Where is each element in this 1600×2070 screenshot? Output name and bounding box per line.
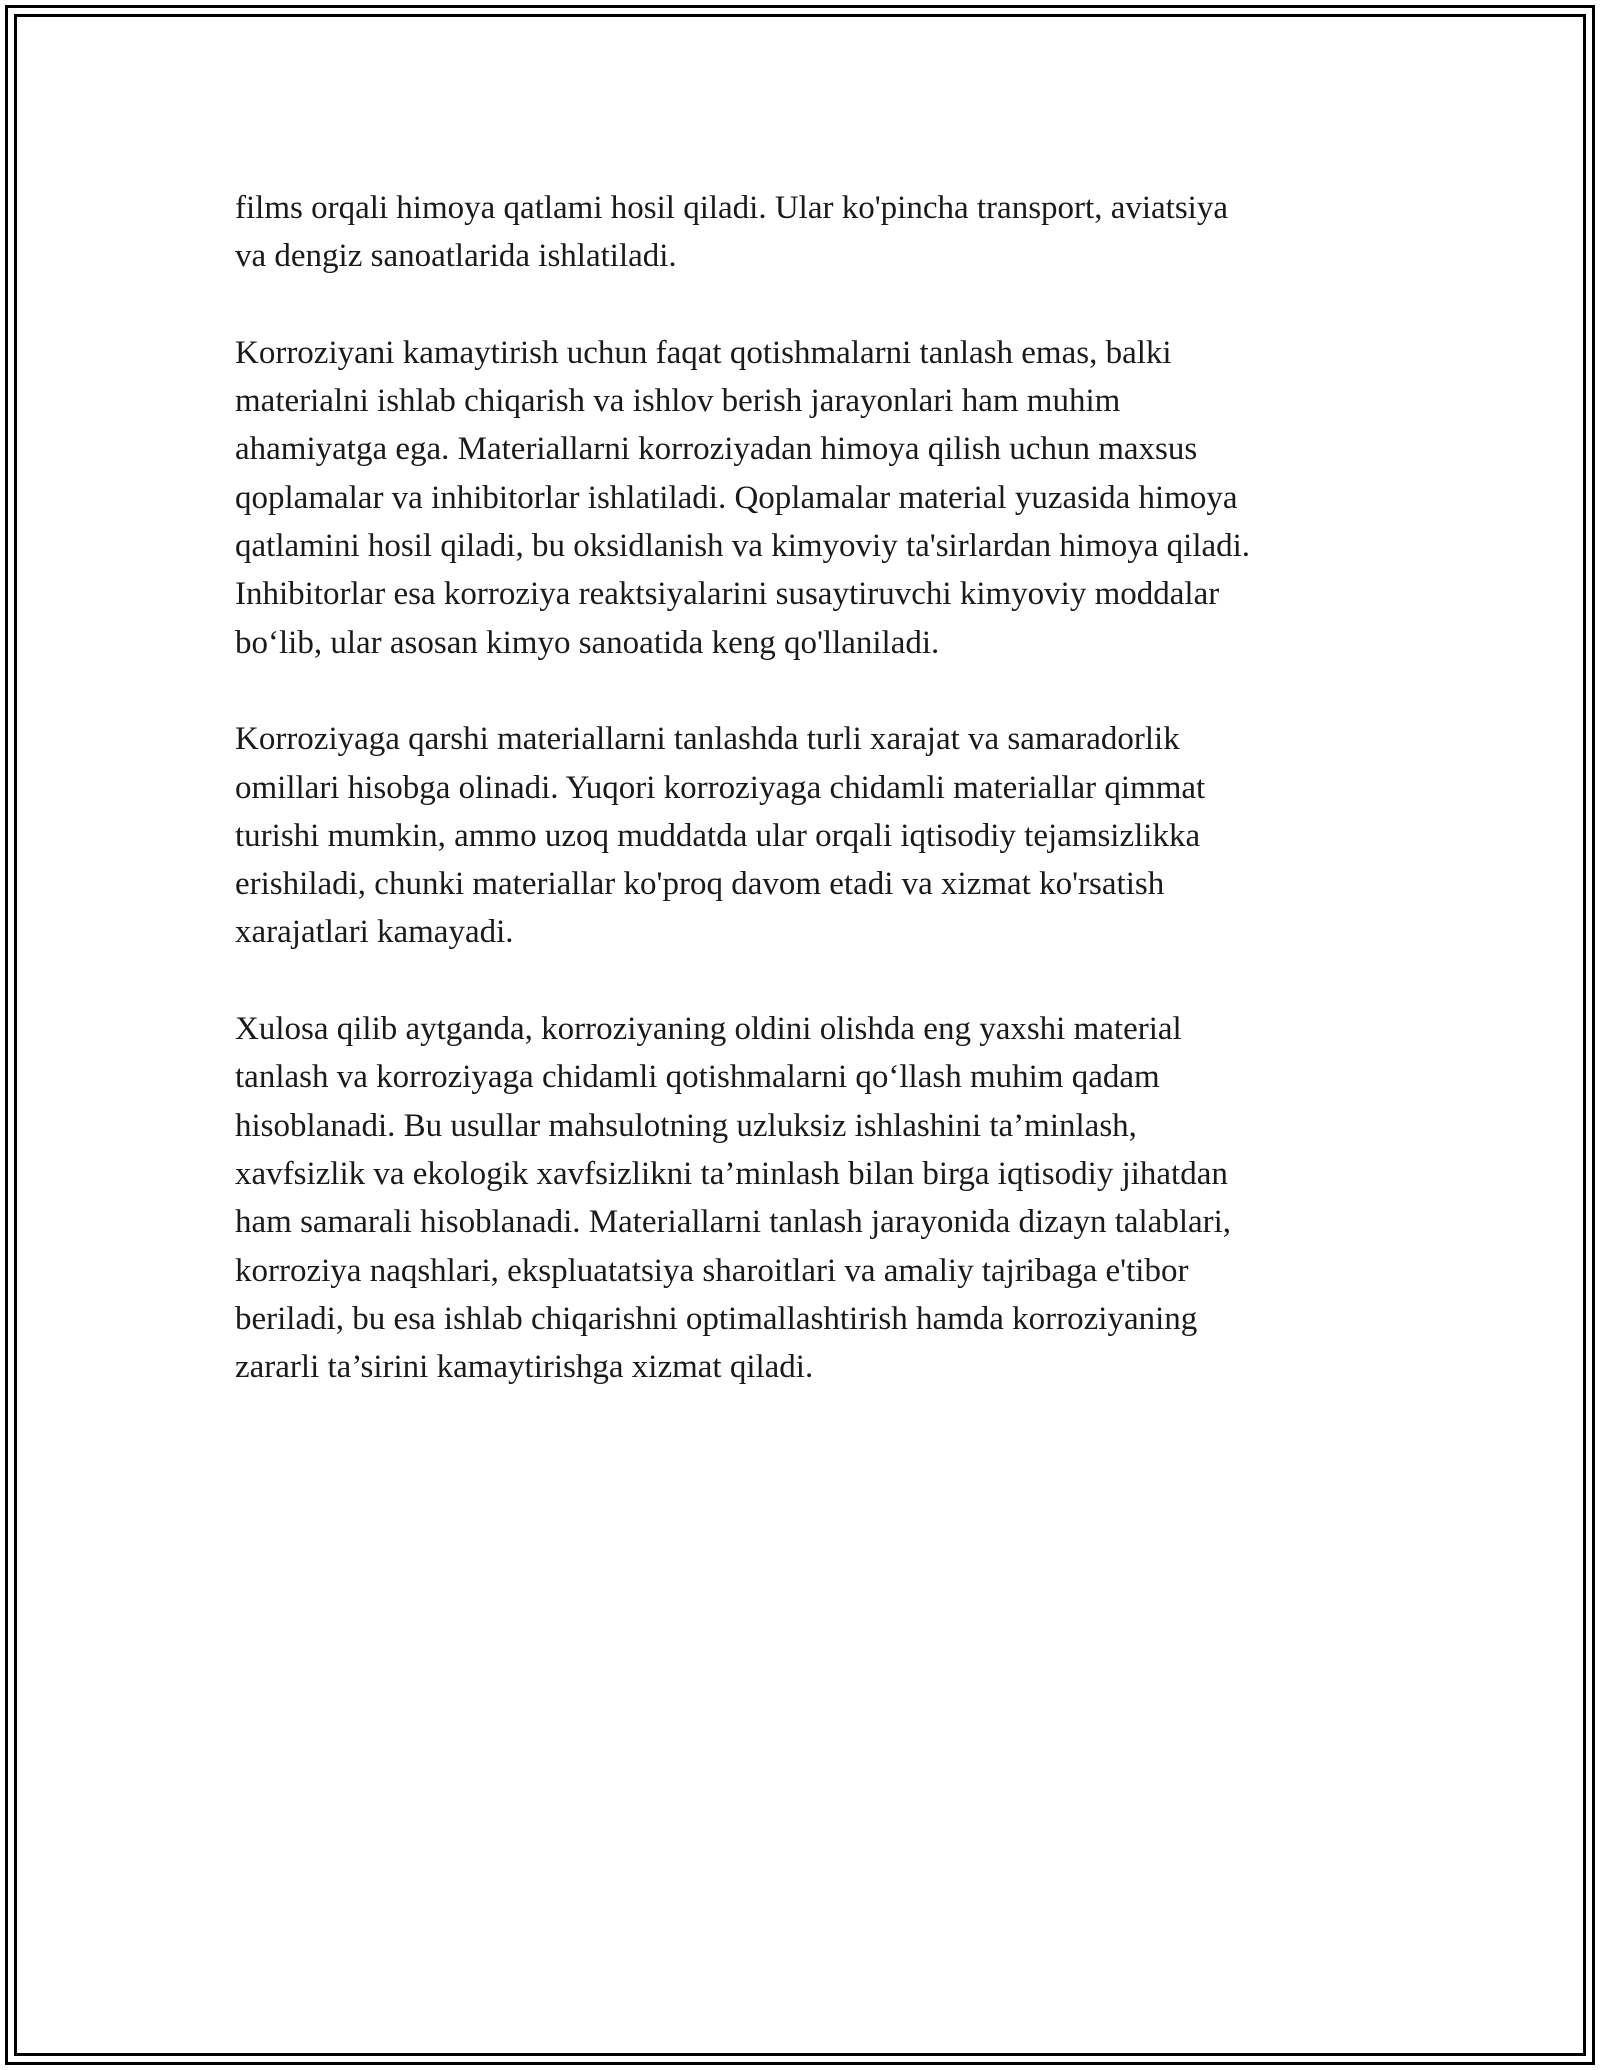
text-line: zararli ta’sirini kamaytirishga xizmat qiladi. xyxy=(235,1349,814,1386)
paragraph-1 xyxy=(235,184,1380,281)
paragraph-3 xyxy=(235,715,1380,956)
text-line: ham samarali hisoblanadi. Materiallarni tanlash jarayonida dizayn talablari, xyxy=(235,1204,1232,1241)
text-line: materialni ishlab chiqarish va ishlov berish jarayonlari ham muhim xyxy=(235,383,1121,420)
text-line: erishiladi, chunki materiallar ko'proq davom etadi va xizmat ko'rsatish xyxy=(235,866,1165,903)
text-line: tanlash va korroziyaga chidamli qotishmalarni qo‘llash muhim qadam xyxy=(235,1059,1160,1096)
document-body xyxy=(235,184,1380,1440)
text-line: ahamiyatga ega. Materiallarni korroziyadan himoya qilish uchun maxsus xyxy=(235,431,1198,468)
text-line: Korroziyani kamaytirish uchun faqat qotishmalarni tanlash emas, balki xyxy=(235,334,1172,371)
text-line: qoplamalar va inhibitorlar ishlatiladi. Qoplamalar material yuzasida himoya xyxy=(235,479,1238,516)
text-line: bo‘lib, ular asosan kimyo sanoatida keng qo'llaniladi. xyxy=(235,624,940,661)
text-line: korroziya naqshlari, ekspluatatsiya sharoitlari va amaliy tajribaga e'tibor xyxy=(235,1252,1189,1289)
text-line: qatlamini hosil qiladi, bu oksidlanish va kimyoviy ta'sirlardan himoya qiladi. xyxy=(235,528,1251,565)
paragraph-4 xyxy=(235,1005,1380,1391)
text-line: Inhibitorlar esa korroziya reaktsiyalarini susaytiruvchi kimyoviy moddalar xyxy=(235,576,1220,613)
text-line: turishi mumkin, ammo uzoq muddatda ular orqali iqtisodiy tejamsizlikka xyxy=(235,817,1201,854)
text-line: beriladi, bu esa ishlab chiqarishni optimallashtirish hamda korroziyaning xyxy=(235,1300,1198,1337)
text-line: xarajatlari kamayadi. xyxy=(235,914,514,951)
text-line: Korroziyaga qarshi materiallarni tanlashda turli xarajat va samaradorlik xyxy=(235,721,1180,758)
text-line: xavfsizlik va ekologik xavfsizlikni ta’minlash bilan birga iqtisodiy jihatdan xyxy=(235,1155,1228,1192)
paragraph-2 xyxy=(235,329,1380,667)
text-line: va dengiz sanoatlarida ishlatiladi. xyxy=(235,238,677,275)
text-line: Xulosa qilib aytganda, korroziyaning oldini olishda eng yaxshi material xyxy=(235,1011,1182,1048)
text-line: omillari hisobga olinadi. Yuqori korroziyaga chidamli materiallar qimmat xyxy=(235,769,1206,806)
text-line: films orqali himoya qatlami hosil qiladi. Ular ko'pincha transport, aviatsiya xyxy=(235,190,1228,226)
text-line: hisoblanadi. Bu usullar mahsulotning uzluksiz ishlashini ta’minlash, xyxy=(235,1107,1137,1144)
